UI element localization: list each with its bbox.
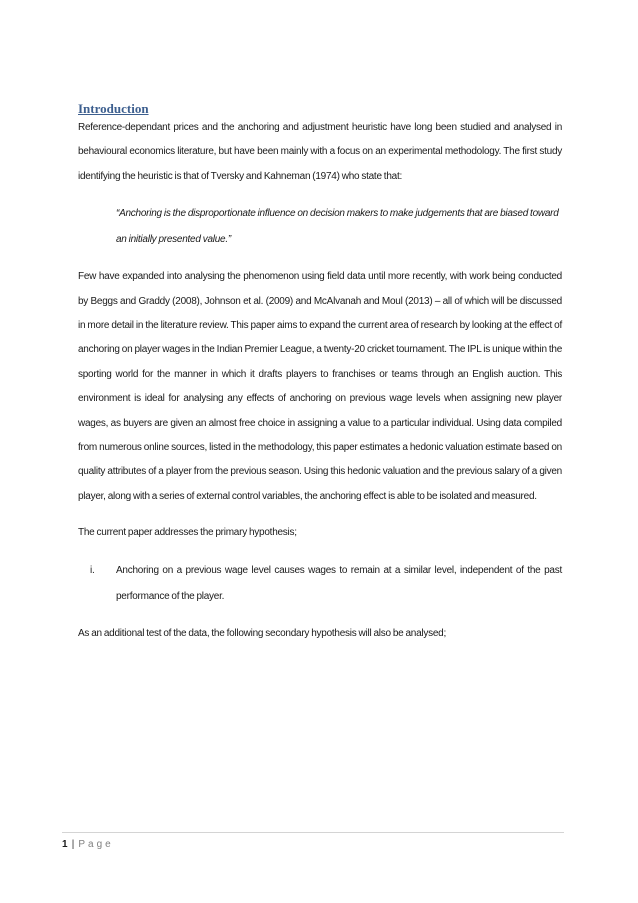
body-paragraph: Few have expanded into analysing the phenomenon using field data until more recently, with work being conducted by Beggs and Graddy (2008), Johnson et al. (2009) and McAlvanah and Moul (2013) – all of which will be discussed in more detail in the literature review. This paper aims to expand the current area of research by looking at the effect of anchoring on player wages in the Indian Premier League, a twenty-20 cricket tournament. The IPL is unique within the sporting world for the manner in which it drafts players to franchises or teams through an English auction. This environment is ideal for analysing any effects of anchoring on previous wage levels when assigning new player wages, as buyers are given an almost free choice in assigning a value to a particular individual. Using data compiled from numerous online sources, listed in the methodology, this paper estimates a hedonic valuation estimate based on quality attributes of a player from the previous season. Using this hedonic valuation and the previous salary of a given player, along with a series of external control variables, the anchoring effect is able to be isolated and measured. [78,271,562,502]
page-label: Page [78,839,114,850]
page-footer [62,832,564,850]
list-item-text: Anchoring on a previous wage level causes wages to remain at a similar level, independent of the past performance of the player. [116,564,562,602]
block-quote: “Anchoring is the disproportionate influence on decision makers to make judgements that are biased toward an initially presented value.” [116,208,559,246]
page-number: 1 [62,839,68,850]
intro-paragraph: Reference-dependant prices and the anchoring and adjustment heuristic have long been studied and analysed in behavioural economics literature, but have been mainly with a focus on an experimental methodology. The first study identifying the heuristic is that of Tversky and Kahneman (1974) who state that: [78,122,562,182]
hypothesis-intro: The current paper addresses the primary hypothesis; [78,527,297,539]
list-item-number: i. [90,564,95,576]
footer-separator: | [71,839,75,850]
list-item [78,558,562,610]
secondary-hypothesis-intro: As an additional test of the data, the following secondary hypothesis will also be analysed; [78,627,447,639]
section-heading: Introduction [78,101,149,116]
hypothesis-list [78,558,562,610]
page-body [78,101,562,658]
